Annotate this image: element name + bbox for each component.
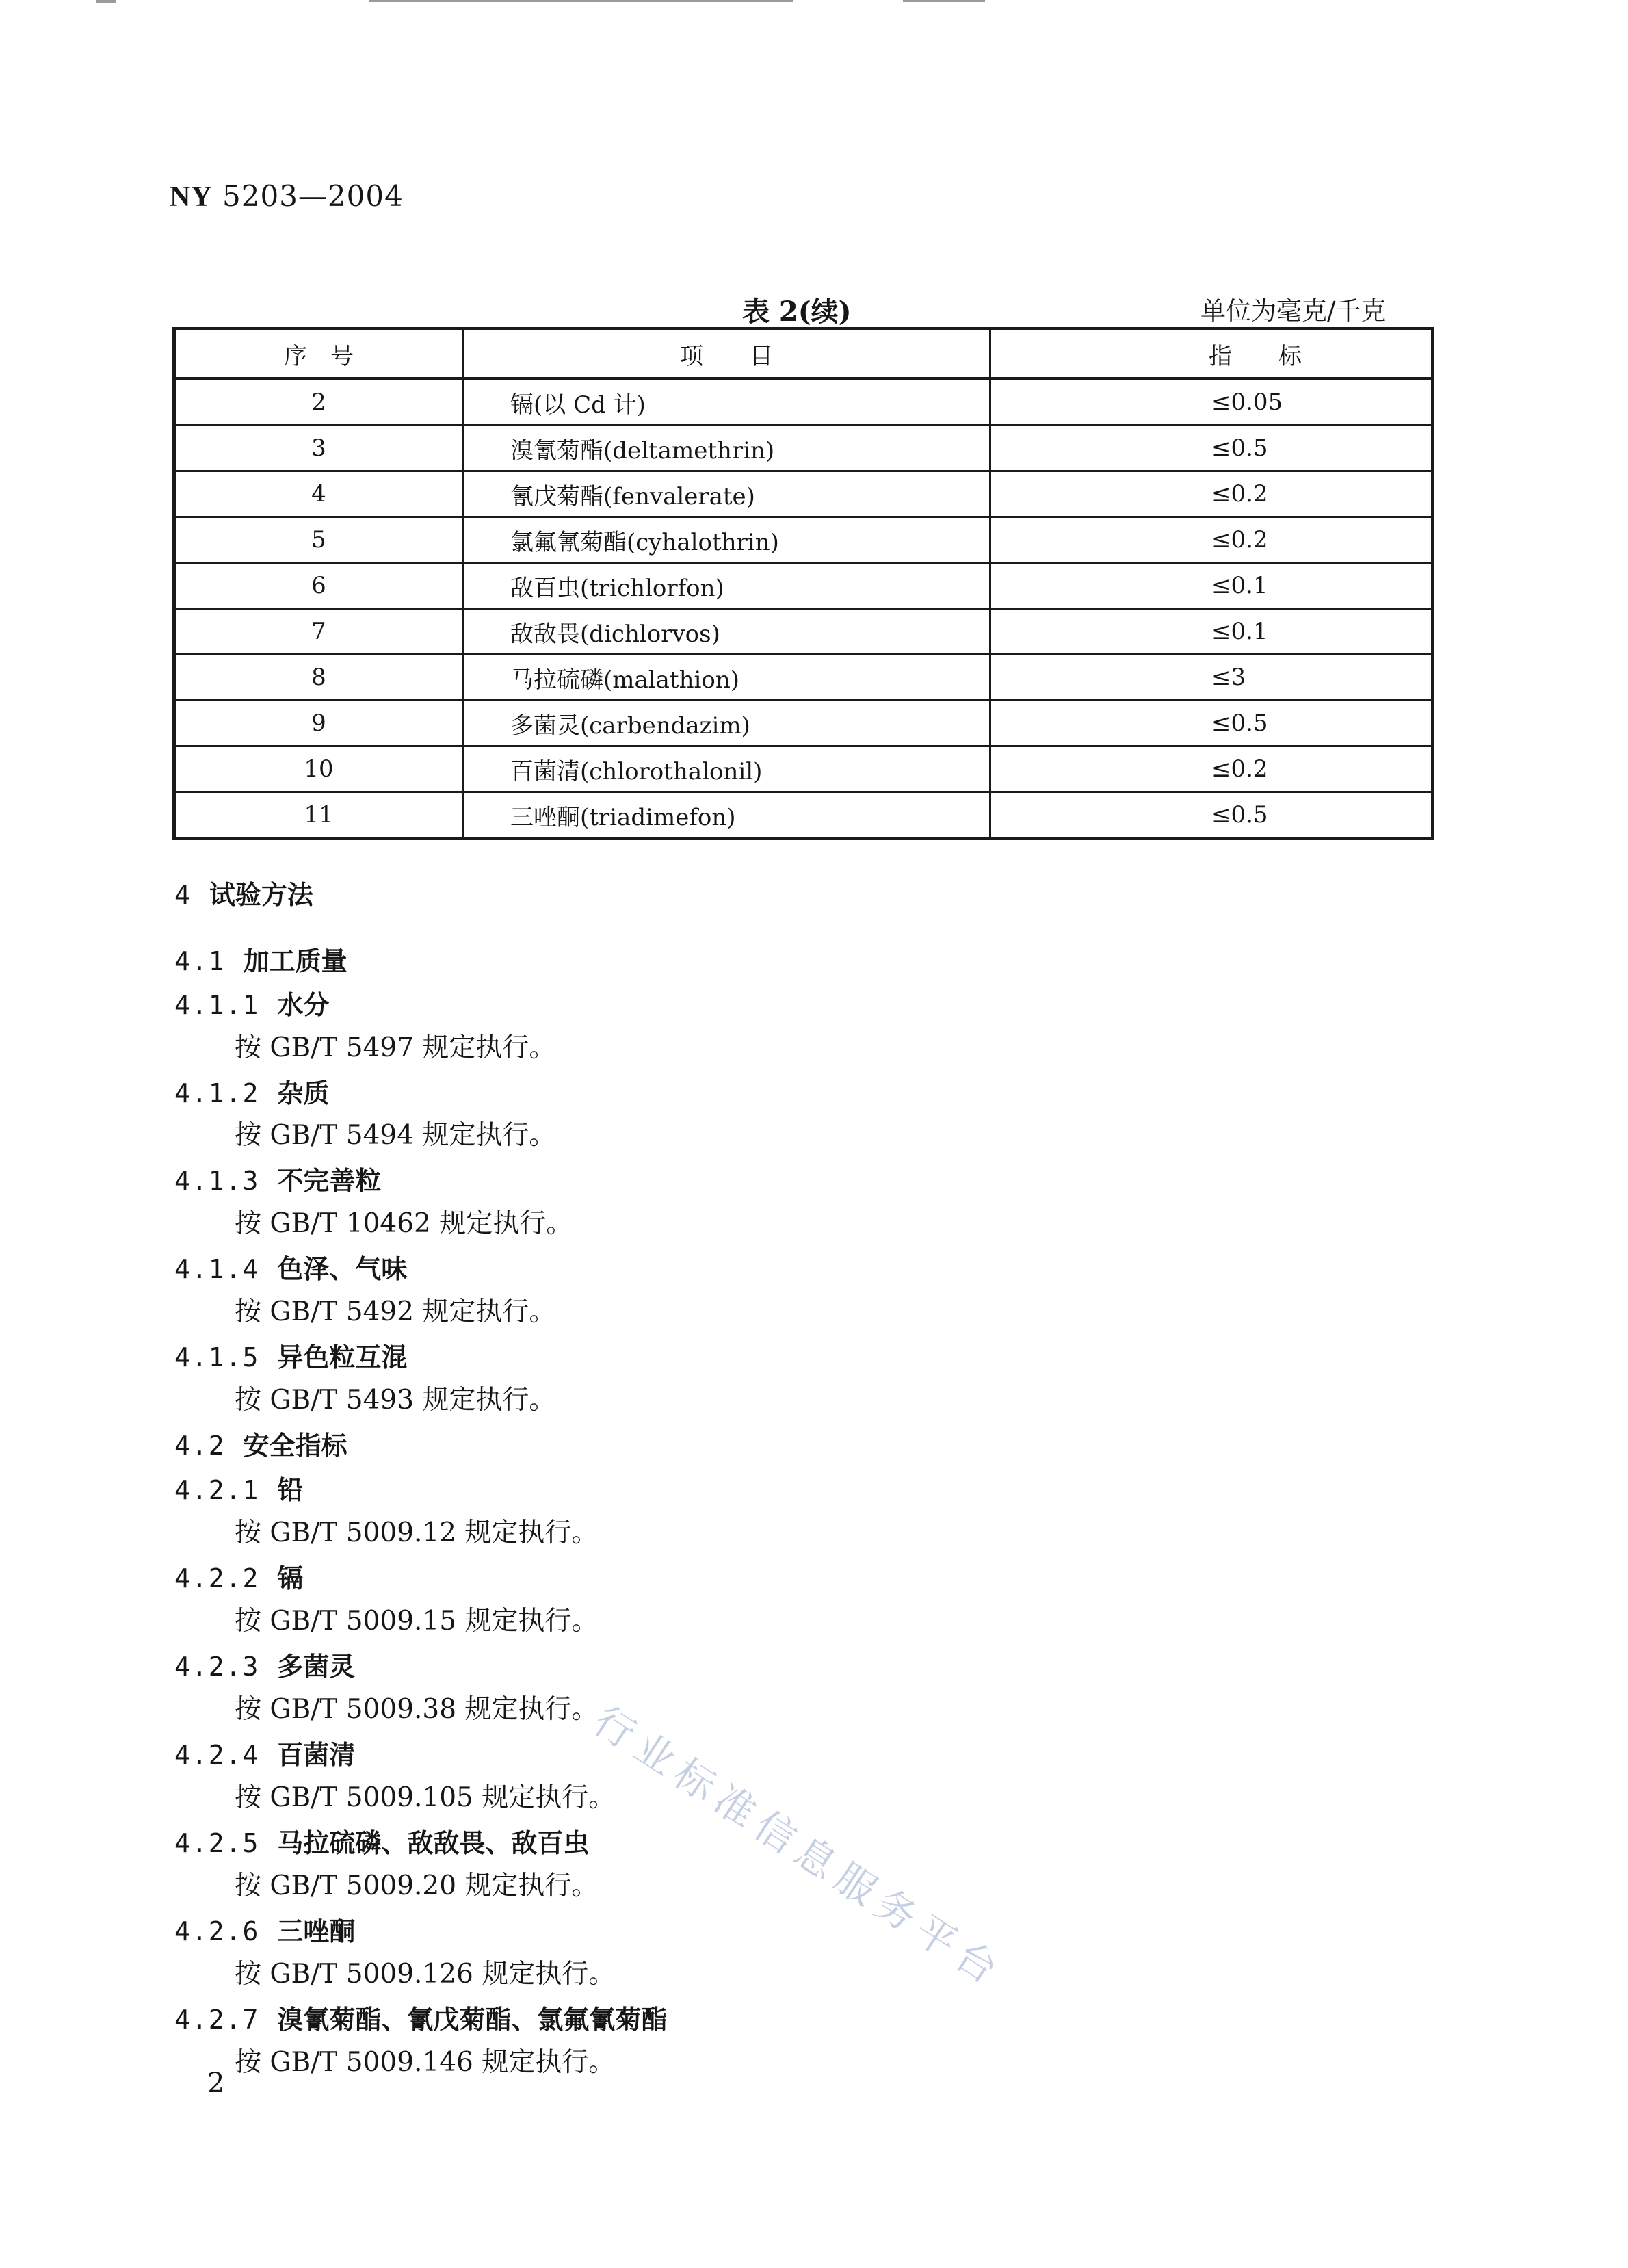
section-title: 铅 <box>277 1475 304 1505</box>
section-title: 杂质 <box>277 1078 330 1108</box>
section-body: 按 GB/T 5493 规定执行。 <box>235 1385 556 1416</box>
section-heading <box>174 1160 381 1197</box>
cell-limit: ≤0.1 <box>990 609 1433 655</box>
cell-number: 7 <box>174 609 463 655</box>
cell-item: 敌敌畏(dichlorvos) <box>463 609 990 655</box>
section-body: 按 GB/T 5497 规定执行。 <box>235 1032 556 1063</box>
scan-artifact <box>903 0 985 2</box>
cell-limit: ≤0.05 <box>990 379 1433 426</box>
page-number: 2 <box>207 2068 225 2099</box>
section-title: 水分 <box>277 990 330 1020</box>
cell-number: 4 <box>174 471 463 517</box>
table-row <box>174 563 1433 609</box>
section-title: 加工质量 <box>243 946 347 976</box>
column-header-limit: 指 标 <box>990 329 1433 379</box>
section-heading <box>174 1336 407 1374</box>
section-body: 按 GB/T 5009.146 规定执行。 <box>235 2047 616 2078</box>
scan-artifact <box>96 0 116 3</box>
section-body: 按 GB/T 5009.38 规定执行。 <box>235 1694 599 1725</box>
cell-item: 马拉硫磷(malathion) <box>463 655 990 701</box>
cell-number: 11 <box>174 792 463 839</box>
section-number: 4.2.2 <box>174 1563 260 1593</box>
cell-limit: ≤0.2 <box>990 746 1433 792</box>
table-row <box>174 701 1433 746</box>
table-row <box>174 517 1433 563</box>
section-number: 4.2.6 <box>174 1916 260 1946</box>
cell-number: 6 <box>174 563 463 609</box>
section-number: 4.2.1 <box>174 1475 260 1505</box>
section-title: 马拉硫磷、敌敌畏、敌百虫 <box>277 1828 590 1858</box>
cell-number: 9 <box>174 701 463 746</box>
watermark: 行业标准信息服务平台 <box>585 1697 1013 1998</box>
section-title: 镉 <box>277 1563 304 1593</box>
cell-item: 多菌灵(carbendazim) <box>463 701 990 746</box>
cell-limit: ≤0.5 <box>990 701 1433 746</box>
limits-table <box>172 327 1434 840</box>
standard-prefix: NY <box>170 181 213 213</box>
section-title: 安全指标 <box>243 1431 347 1461</box>
section-heading <box>174 874 313 911</box>
section-title: 百菌清 <box>277 1740 356 1770</box>
section-number: 4.2.5 <box>174 1828 260 1858</box>
table-row <box>174 609 1433 655</box>
table-unit: 单位为毫克/千克 <box>1200 296 1387 326</box>
section-title: 异色粒互混 <box>277 1342 408 1372</box>
section-heading <box>174 1734 355 1771</box>
section-body: 按 GB/T 5494 规定执行。 <box>235 1120 556 1151</box>
section-number: 4.2 <box>174 1431 226 1461</box>
section-title: 三唑酮 <box>277 1916 356 1946</box>
section-title: 试验方法 <box>209 880 313 910</box>
section-heading <box>174 1557 303 1595</box>
section-heading <box>174 1072 329 1110</box>
cell-item: 三唑酮(triadimefon) <box>463 792 990 839</box>
table-row <box>174 426 1433 471</box>
section-heading <box>174 1248 407 1286</box>
cell-limit: ≤3 <box>990 655 1433 701</box>
cell-limit: ≤0.2 <box>990 517 1433 563</box>
section-body: 按 GB/T 10462 规定执行。 <box>235 1208 573 1239</box>
column-header-item: 项 目 <box>463 329 990 379</box>
section-heading <box>174 1424 347 1462</box>
section-title: 不完善粒 <box>277 1166 382 1196</box>
section-heading <box>174 940 347 978</box>
section-number: 4.1.1 <box>174 990 260 1020</box>
cell-number: 2 <box>174 379 463 426</box>
section-heading <box>174 1822 589 1860</box>
cell-limit: ≤0.1 <box>990 563 1433 609</box>
table-row <box>174 655 1433 701</box>
section-title: 色泽、气味 <box>277 1254 408 1284</box>
section-title: 溴氰菊酯、氰戊菊酯、氯氟氰菊酯 <box>277 2005 668 2035</box>
section-number: 4.2.7 <box>174 2005 260 2035</box>
cell-number: 3 <box>174 426 463 471</box>
cell-number: 10 <box>174 746 463 792</box>
cell-item: 敌百虫(trichlorfon) <box>463 563 990 609</box>
section-body: 按 GB/T 5009.15 规定执行。 <box>235 1606 599 1637</box>
table-caption: 表 2(续) <box>742 296 852 328</box>
cell-number: 5 <box>174 517 463 563</box>
cell-item: 氰戊菊酯(fenvalerate) <box>463 471 990 517</box>
cell-item: 百菌清(chlorothalonil) <box>463 746 990 792</box>
cell-item: 氯氟氰菊酯(cyhalothrin) <box>463 517 990 563</box>
section-body: 按 GB/T 5009.20 规定执行。 <box>235 1871 599 1901</box>
table-row <box>174 746 1433 792</box>
section-number: 4.1.4 <box>174 1254 260 1284</box>
section-body: 按 GB/T 5492 规定执行。 <box>235 1296 556 1327</box>
table-row <box>174 379 1433 426</box>
section-number: 4.2.4 <box>174 1740 260 1770</box>
table-row <box>174 471 1433 517</box>
section-heading <box>174 1910 355 1948</box>
column-header-number: 序 号 <box>174 329 463 379</box>
table-header-row <box>174 329 1433 379</box>
section-heading <box>174 984 329 1021</box>
scan-artifact <box>369 0 793 2</box>
cell-limit: ≤0.5 <box>990 792 1433 839</box>
section-body: 按 GB/T 5009.126 规定执行。 <box>235 1959 616 1990</box>
section-title: 多菌灵 <box>277 1652 356 1682</box>
document-header <box>170 179 404 213</box>
cell-item: 溴氰菊酯(deltamethrin) <box>463 426 990 471</box>
cell-limit: ≤0.5 <box>990 426 1433 471</box>
section-number: 4.1 <box>174 946 226 976</box>
section-number: 4.2.3 <box>174 1652 260 1682</box>
section-number: 4.1.3 <box>174 1166 260 1196</box>
cell-number: 8 <box>174 655 463 701</box>
section-heading <box>174 1645 355 1683</box>
section-heading <box>174 1469 303 1507</box>
table-row <box>174 792 1433 839</box>
section-body: 按 GB/T 5009.105 规定执行。 <box>235 1782 616 1813</box>
section-number: 4.1.5 <box>174 1342 260 1372</box>
cell-limit: ≤0.2 <box>990 471 1433 517</box>
section-heading <box>174 1998 667 2036</box>
section-number: 4.1.2 <box>174 1078 260 1108</box>
standard-number: 5203—2004 <box>222 179 404 213</box>
section-number: 4 <box>174 880 192 910</box>
cell-item: 镉(以 Cd 计) <box>463 379 990 426</box>
section-body: 按 GB/T 5009.12 规定执行。 <box>235 1517 599 1548</box>
